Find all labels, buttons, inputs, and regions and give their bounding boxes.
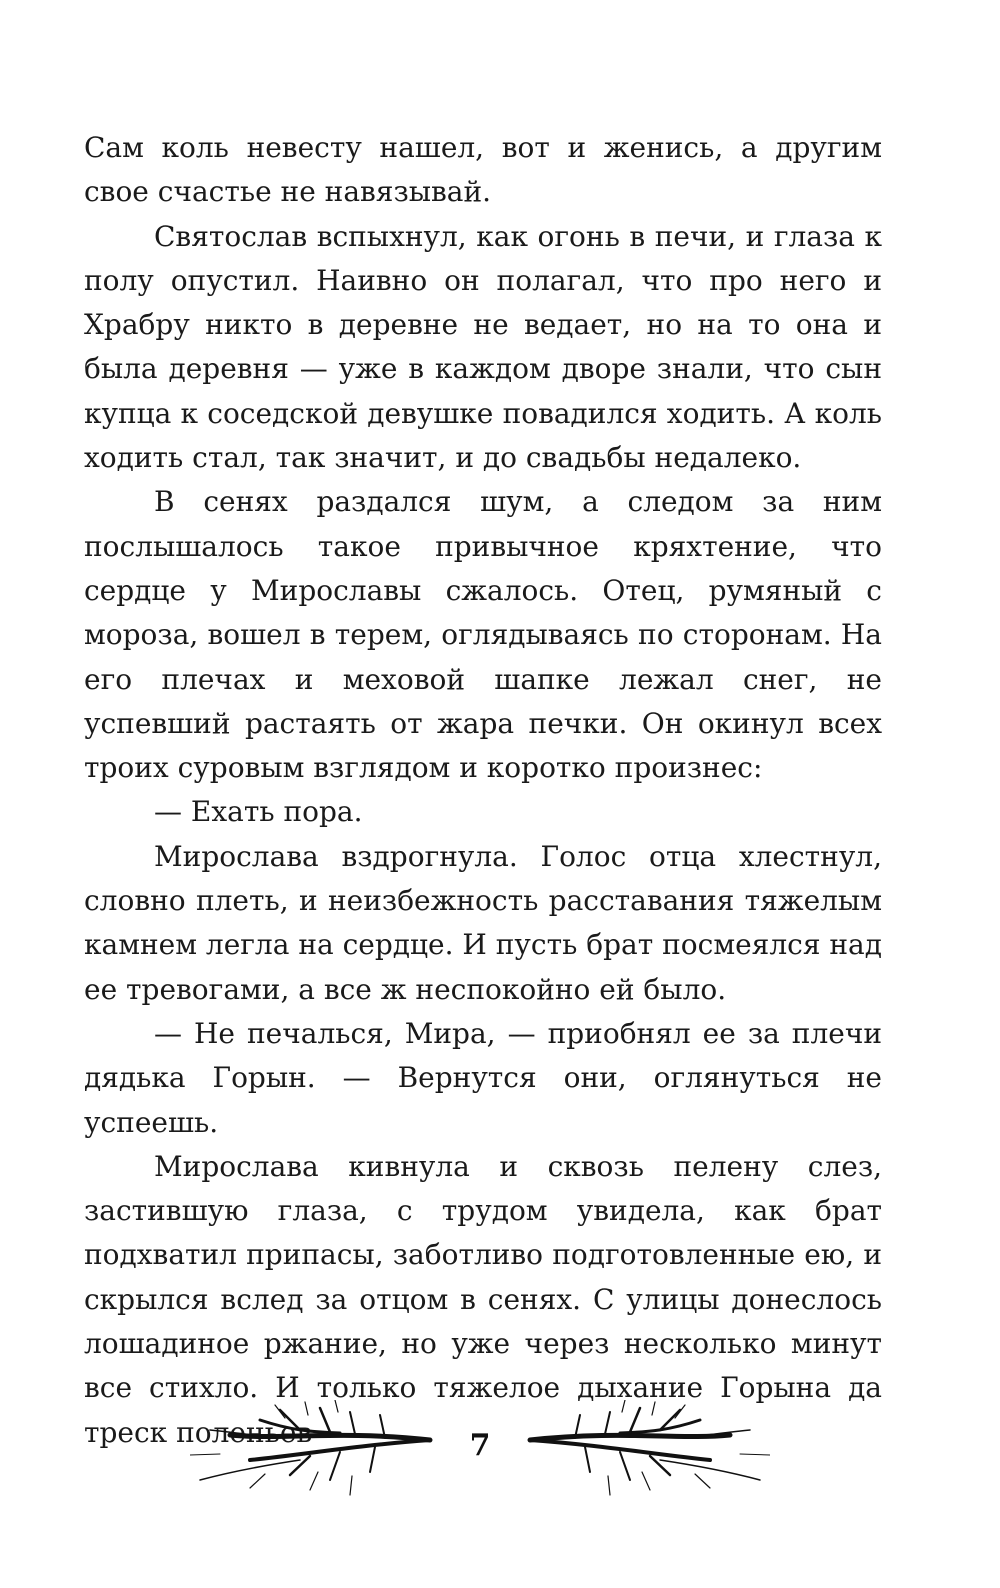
branch-ornament-icon (190, 1400, 440, 1500)
paragraph: — Не печалься, Мира, — приобнял ее за плечи дядька Горын. — Вернутся они, оглянуться не успеешь. (84, 1016, 882, 1139)
paragraph: Мирослава вздрогнула. Голос отца хлестнул, словно плеть, и неизбежность расставания тяжелым камнем легла на сердце. И пусть брат посмеялся над ее тревогами, а все ж неспокойно ей было. (84, 839, 882, 1006)
body-text (84, 126, 882, 1455)
page-number: 7 (469, 1428, 491, 1463)
paragraph: Мирослава кивнула и сквозь пелену слез, застившую глаза, с трудом увидела, как брат подхватил припасы, заботливо подготовленные ею, и скрылся вслед за отцом в сенях. С улицы донеслось лошадиное ржание, но уже через несколько минут все стихло. И только тяжелое дыхание Горына да треск поленьев (84, 1149, 882, 1449)
page-footer (0, 1400, 1000, 1520)
paragraph: В сенях раздался шум, а следом за ним послышалось такое привычное кряхтение, что сердце у Мирославы сжалось. Отец, румяный с мороза, вошел в терем, оглядываясь по сторонам. На его плечах и меховой шапке лежал снег, не успевший растаять от жара печки. Он окинул всех троих суровым взглядом и коротко произнес: (84, 485, 882, 785)
paragraph: — Ехать пора. (154, 795, 363, 829)
paragraph: Святослав вспыхнул, как огонь в печи, и глаза к полу опустил. Наивно он полагал, что про него и Храбру никто в деревне не ведает, но на то она и была деревня — уже в каждом дворе знали, что сын купца к соседской девушке повадился ходить. А коль ходить стал, так значит, и до свадьбы недалеко. (84, 219, 882, 475)
paragraph: Сам коль невесту нашел, вот и женись, а другим свое счастье не навязывай. (84, 131, 882, 209)
branch-ornament-icon (520, 1400, 770, 1500)
